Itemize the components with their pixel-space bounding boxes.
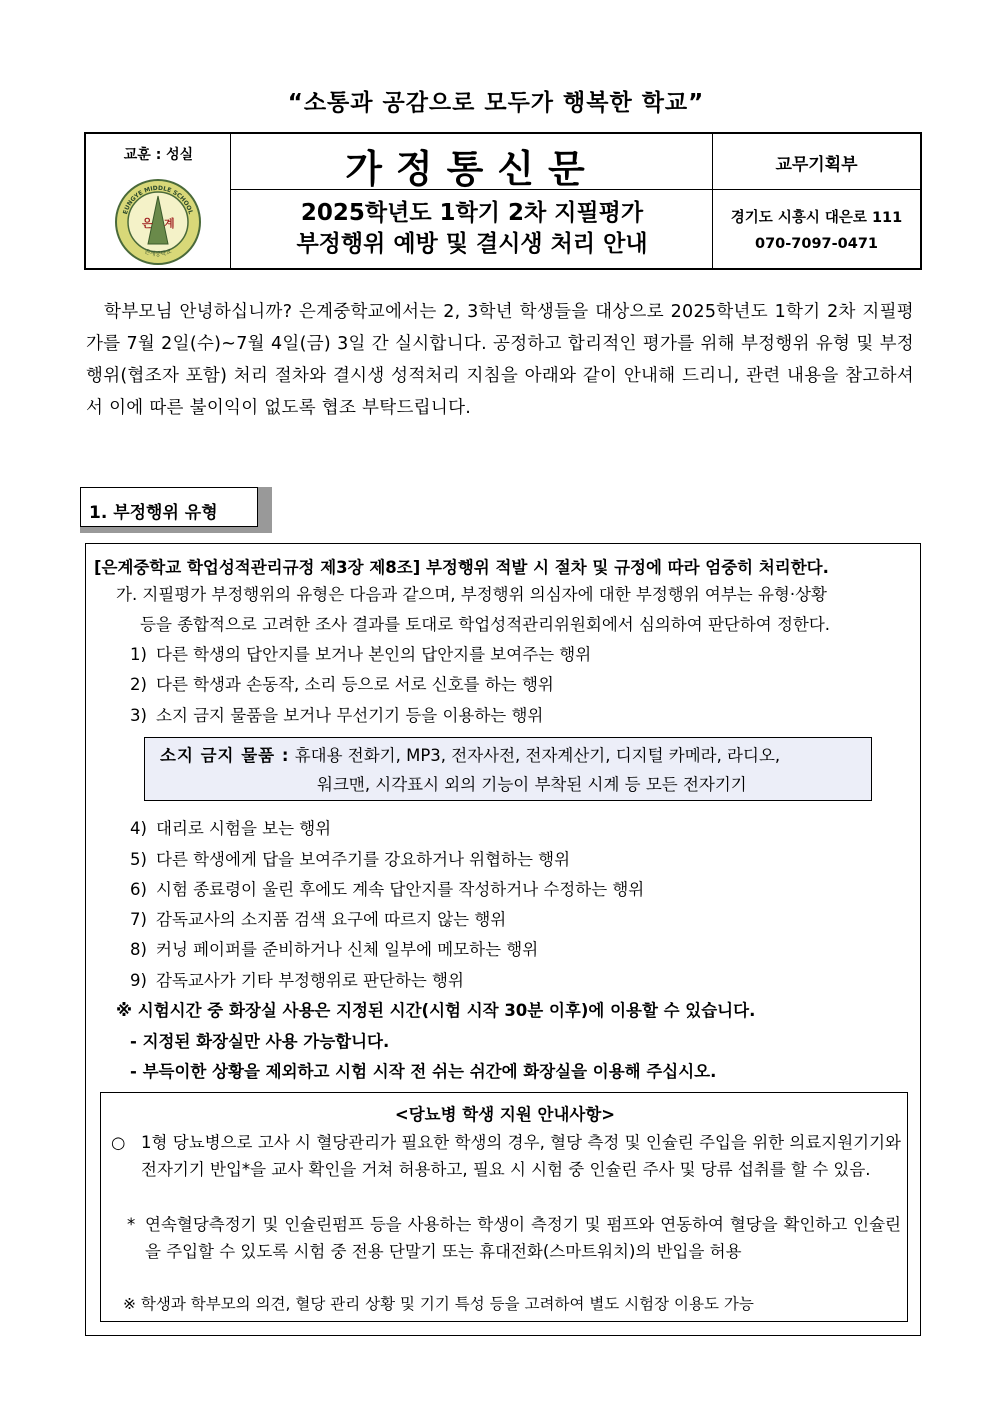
contact-cell — [713, 190, 920, 268]
diabetes-star-note: * 연속혈당측정기 및 인슐린펌프 등을 사용하는 학생이 측정기 및 펌프와 연동하여 혈당을 확인하고 인슐린을 주입할 수 있도록 시험 중 전용 단말기 또는 휴대전화(스마트워치)의 반입을 허용 — [127, 1211, 901, 1265]
rule-heading: [은계중학교 학업성적관리규정 제3장 제8조] 부정행위 적발 시 절차 및 규정에 따라 엄중히 처리한다. — [94, 558, 829, 577]
list-item: 4) 대리로 시험을 보는 행위 — [130, 819, 332, 838]
rule-ga-paragraph — [116, 580, 912, 640]
section-title: 1. 부정행위 유형 — [80, 487, 258, 527]
list-item: 7) 감독교사의 소지품 검색 요구에 따르지 않는 행위 — [130, 910, 507, 929]
restroom-note: ※ 시험시간 중 화장실 사용은 지정된 시간(시험 시작 30분 이후)에 이용할 수 있습니다. — [116, 1001, 756, 1020]
department-cell — [713, 134, 920, 190]
logo-right-char: 계 — [164, 217, 175, 230]
list-item: 2) 다른 학생과 손동작, 소리 등으로 서로 신호를 하는 행위 — [130, 675, 554, 694]
title-cell — [231, 134, 713, 190]
school-address: 경기도 시흥시 대은로 111 — [730, 210, 903, 226]
intro-paragraph — [86, 296, 914, 424]
contact-info — [713, 205, 920, 257]
restroom-note-sub-2: - 부득이한 상황을 제외하고 시험 시작 전 쉬는 쉬간에 화장실을 이용해 주십시오. — [130, 1062, 717, 1081]
section-title-shadow — [80, 487, 272, 533]
prohibited-line-1: 소지 금지 물품 : 휴대용 전화기, MP3, 전자사전, 전자계산기, 디지털 카메라, 라디오, — [160, 746, 781, 765]
school-phone: 070-7097-0471 — [754, 236, 879, 252]
list-item: 8) 커닝 페이퍼를 준비하거나 신체 일부에 메모하는 행위 — [130, 940, 539, 959]
rule-ga-line-2: 등을 종합적으로 고려한 조사 결과를 토대로 학업성적관리위원회에서 심의하여 판단하여 정한다. — [140, 615, 831, 634]
list-item: 1) 다른 학생의 답안지를 보거나 본인의 답안지를 보여주는 행위 — [130, 645, 592, 664]
newsletter-title: 가정통신문 — [345, 147, 599, 191]
prohibited-items-box — [144, 737, 872, 801]
logo-bottom-text: 은계중학교 — [143, 247, 173, 258]
school-motto: 교훈 : 성실 — [123, 147, 194, 163]
circle-bullet-icon: ○ — [111, 1133, 126, 1152]
rule-ga-line-1: 가. 지필평가 부정행위의 유형은 다음과 같으며, 부정행위 의심자에 대한 부정행위 여부는 유형·상황 — [116, 585, 827, 604]
logo-left-char: 은 — [142, 217, 153, 230]
motto-cell — [86, 134, 231, 268]
intro-text: 학부모님 안녕하십니까? 은계중학교에서는 2, 3학년 학생들을 대상으로 2025학년도 1학기 2차 지필평가를 7월 2일(수)~7월 4일(금) 3일 간 실시합니다. 공정하고 합리적인 평가를 위해 부정행위 유형 및 부정행위(협조자 포함) 처리 절차와 결시생 성적처리 지침을 아래와 같이 안내해 드리니, 관련 내용을 참고하셔서 이에 따른 불이익이 없도록 협조 부탁드립니다. — [86, 302, 914, 418]
subtitle-line-1: 2025학년도 1학기 2차 지필평가 — [300, 200, 644, 226]
list-item: 9) 감독교사가 기타 부정행위로 판단하는 행위 — [130, 971, 464, 990]
list-item: 5) 다른 학생에게 답을 보여주기를 강요하거나 위협하는 행위 — [130, 850, 571, 869]
newsletter-header — [84, 132, 922, 270]
diabetes-main-text: ○ 1형 당뇨병으로 고사 시 혈당관리가 필요한 학생의 경우, 혈당 측정 및 인슐린 주입을 위한 의료지원기기와 전자기기 반입*을 교사 확인을 거쳐 허용하고, 필요 시 시험 중 인슐린 주사 및 당류 섭취를 할 수 있음. — [111, 1129, 901, 1183]
prohibited-line-2: 워크맨, 시각표시 외의 기능이 부착된 시계 등 모든 전자기기 — [317, 775, 747, 794]
school-logo-icon — [114, 178, 202, 266]
diabetes-footnote: ※ 학생과 학부모의 의견, 혈당 관리 상황 및 기기 특성 등을 고려하여 별도 시험장 이용도 가능 — [123, 1295, 754, 1313]
newsletter-subtitle — [231, 198, 713, 260]
school-slogan: “소통과 공감으로 모두가 행복한 학교” — [287, 90, 705, 116]
list-item: 3) 소지 금지 물품을 보거나 무선기기 등을 이용하는 행위 — [130, 706, 544, 725]
subtitle-line-2: 부정행위 예방 및 결시생 처리 안내 — [296, 231, 648, 257]
list-item: 6) 시험 종료령이 울린 후에도 계속 답안지를 작성하거나 수정하는 행위 — [130, 880, 645, 899]
asterisk-mark: * — [127, 1215, 136, 1234]
rules-box — [85, 543, 921, 1336]
department-name: 교무기획부 — [775, 155, 858, 175]
subtitle-cell — [231, 190, 713, 268]
restroom-note-sub-1: - 지정된 화장실만 사용 가능합니다. — [130, 1032, 390, 1051]
logo-top-text: EUNGYE MIDDLE SCHOOL — [122, 184, 194, 216]
diabetes-title: <당뇨병 학생 지원 안내사항> — [394, 1105, 616, 1124]
diabetes-support-box — [100, 1092, 908, 1322]
